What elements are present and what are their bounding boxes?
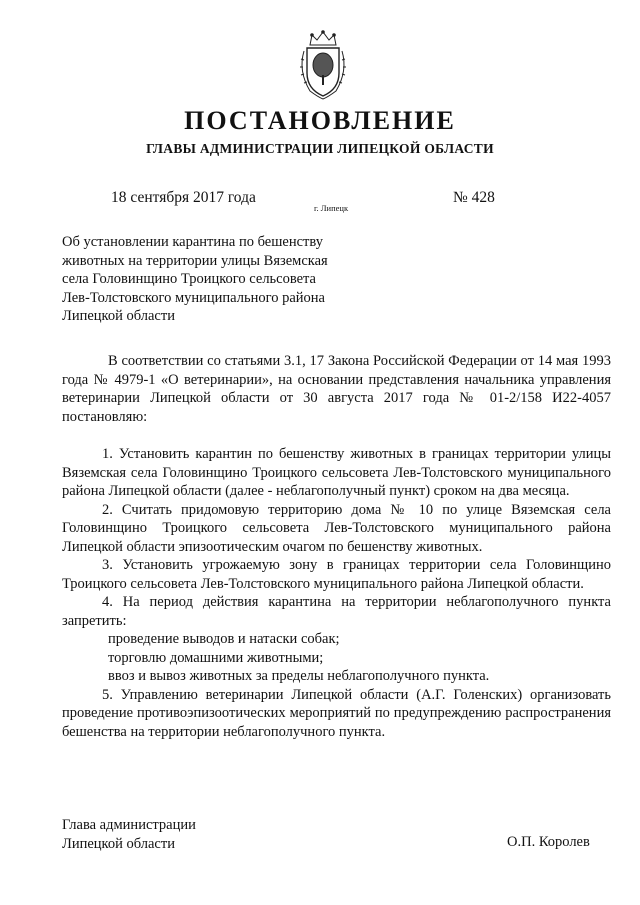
subject-line: Липецкой области xyxy=(62,308,175,324)
subject-line: села Головинщино Троицкого сельсовета xyxy=(62,271,316,287)
signer-position-line: Глава администрации xyxy=(62,817,196,833)
document-subject xyxy=(62,233,362,326)
preamble-paragraph: В соответствии со статьями 3.1, 17 Закона Российской Федерации от 14 мая 1993 года № 4979-1 «О ветеринарии», на основании представления начальника управления ветеринарии Липецкой области от 30 августа 2017 года № 01-2/158 И22-4057 постановляю: xyxy=(62,353,611,425)
coat-of-arms-icon xyxy=(296,29,350,101)
item-4-subitem: ввоз и вывоз животных за пределы неблагополучного пункта. xyxy=(108,668,490,684)
signer-name: О.П. Королев xyxy=(507,834,590,850)
item-3-paragraph: 3. Установить угрожаемую зону в границах территории села Головинщино Троицкого сельсовета Лев-Толстовского муниципального района Липецкой области. xyxy=(62,557,611,592)
subject-line: животных на территории улицы Вяземская xyxy=(62,252,328,269)
item-4-subitem: проведение выводов и натаски собак; xyxy=(108,631,340,647)
subject-line: Лев-Толстовского муниципального района xyxy=(62,289,325,306)
item-5-paragraph: 5. Управлению ветеринарии Липецкой области (А.Г. Голенских) организовать проведение противоэпизоотических мероприятий по предупреждению распространения бешенства на территории неблагополучного пункта. xyxy=(62,686,611,740)
document-city: г. Липецк xyxy=(314,203,349,213)
signer-position-line: Липецкой области xyxy=(62,835,175,852)
item-4-subitem: торговлю домашними животными; xyxy=(108,649,324,666)
document-date: 18 сентября 2017 года xyxy=(111,189,256,206)
document-number: № 428 xyxy=(453,189,495,206)
item-4-paragraph: 4. На период действия карантина на территории неблагополучного пункта запретить: xyxy=(62,594,611,629)
document-title: ПОСТАНОВЛЕНИЕ xyxy=(184,106,456,135)
document-subtitle: ГЛАВЫ АДМИНИСТРАЦИИ ЛИПЕЦКОЙ ОБЛАСТИ xyxy=(146,141,494,156)
document-body xyxy=(62,352,611,741)
item-2-paragraph: 2. Считать придомовую территорию дома № 10 по улице Вяземская села Головинщино Троицкого сельсовета Лев-Толстовского муниципального района Липецкой области эпизоотическим очагом по бешенству животных. xyxy=(62,501,611,555)
item-1-paragraph: 1. Установить карантин по бешенству животных в границах территории улицы Вяземская села Головинщино Троицкого сельсовета Лев-Толстовского муниципального района Липецкой области (далее - неблагополучный пункт) сроком на два месяца. xyxy=(62,446,611,499)
signer-position xyxy=(62,816,196,853)
subject-line: Об установлении карантина по бешенству xyxy=(62,234,323,250)
